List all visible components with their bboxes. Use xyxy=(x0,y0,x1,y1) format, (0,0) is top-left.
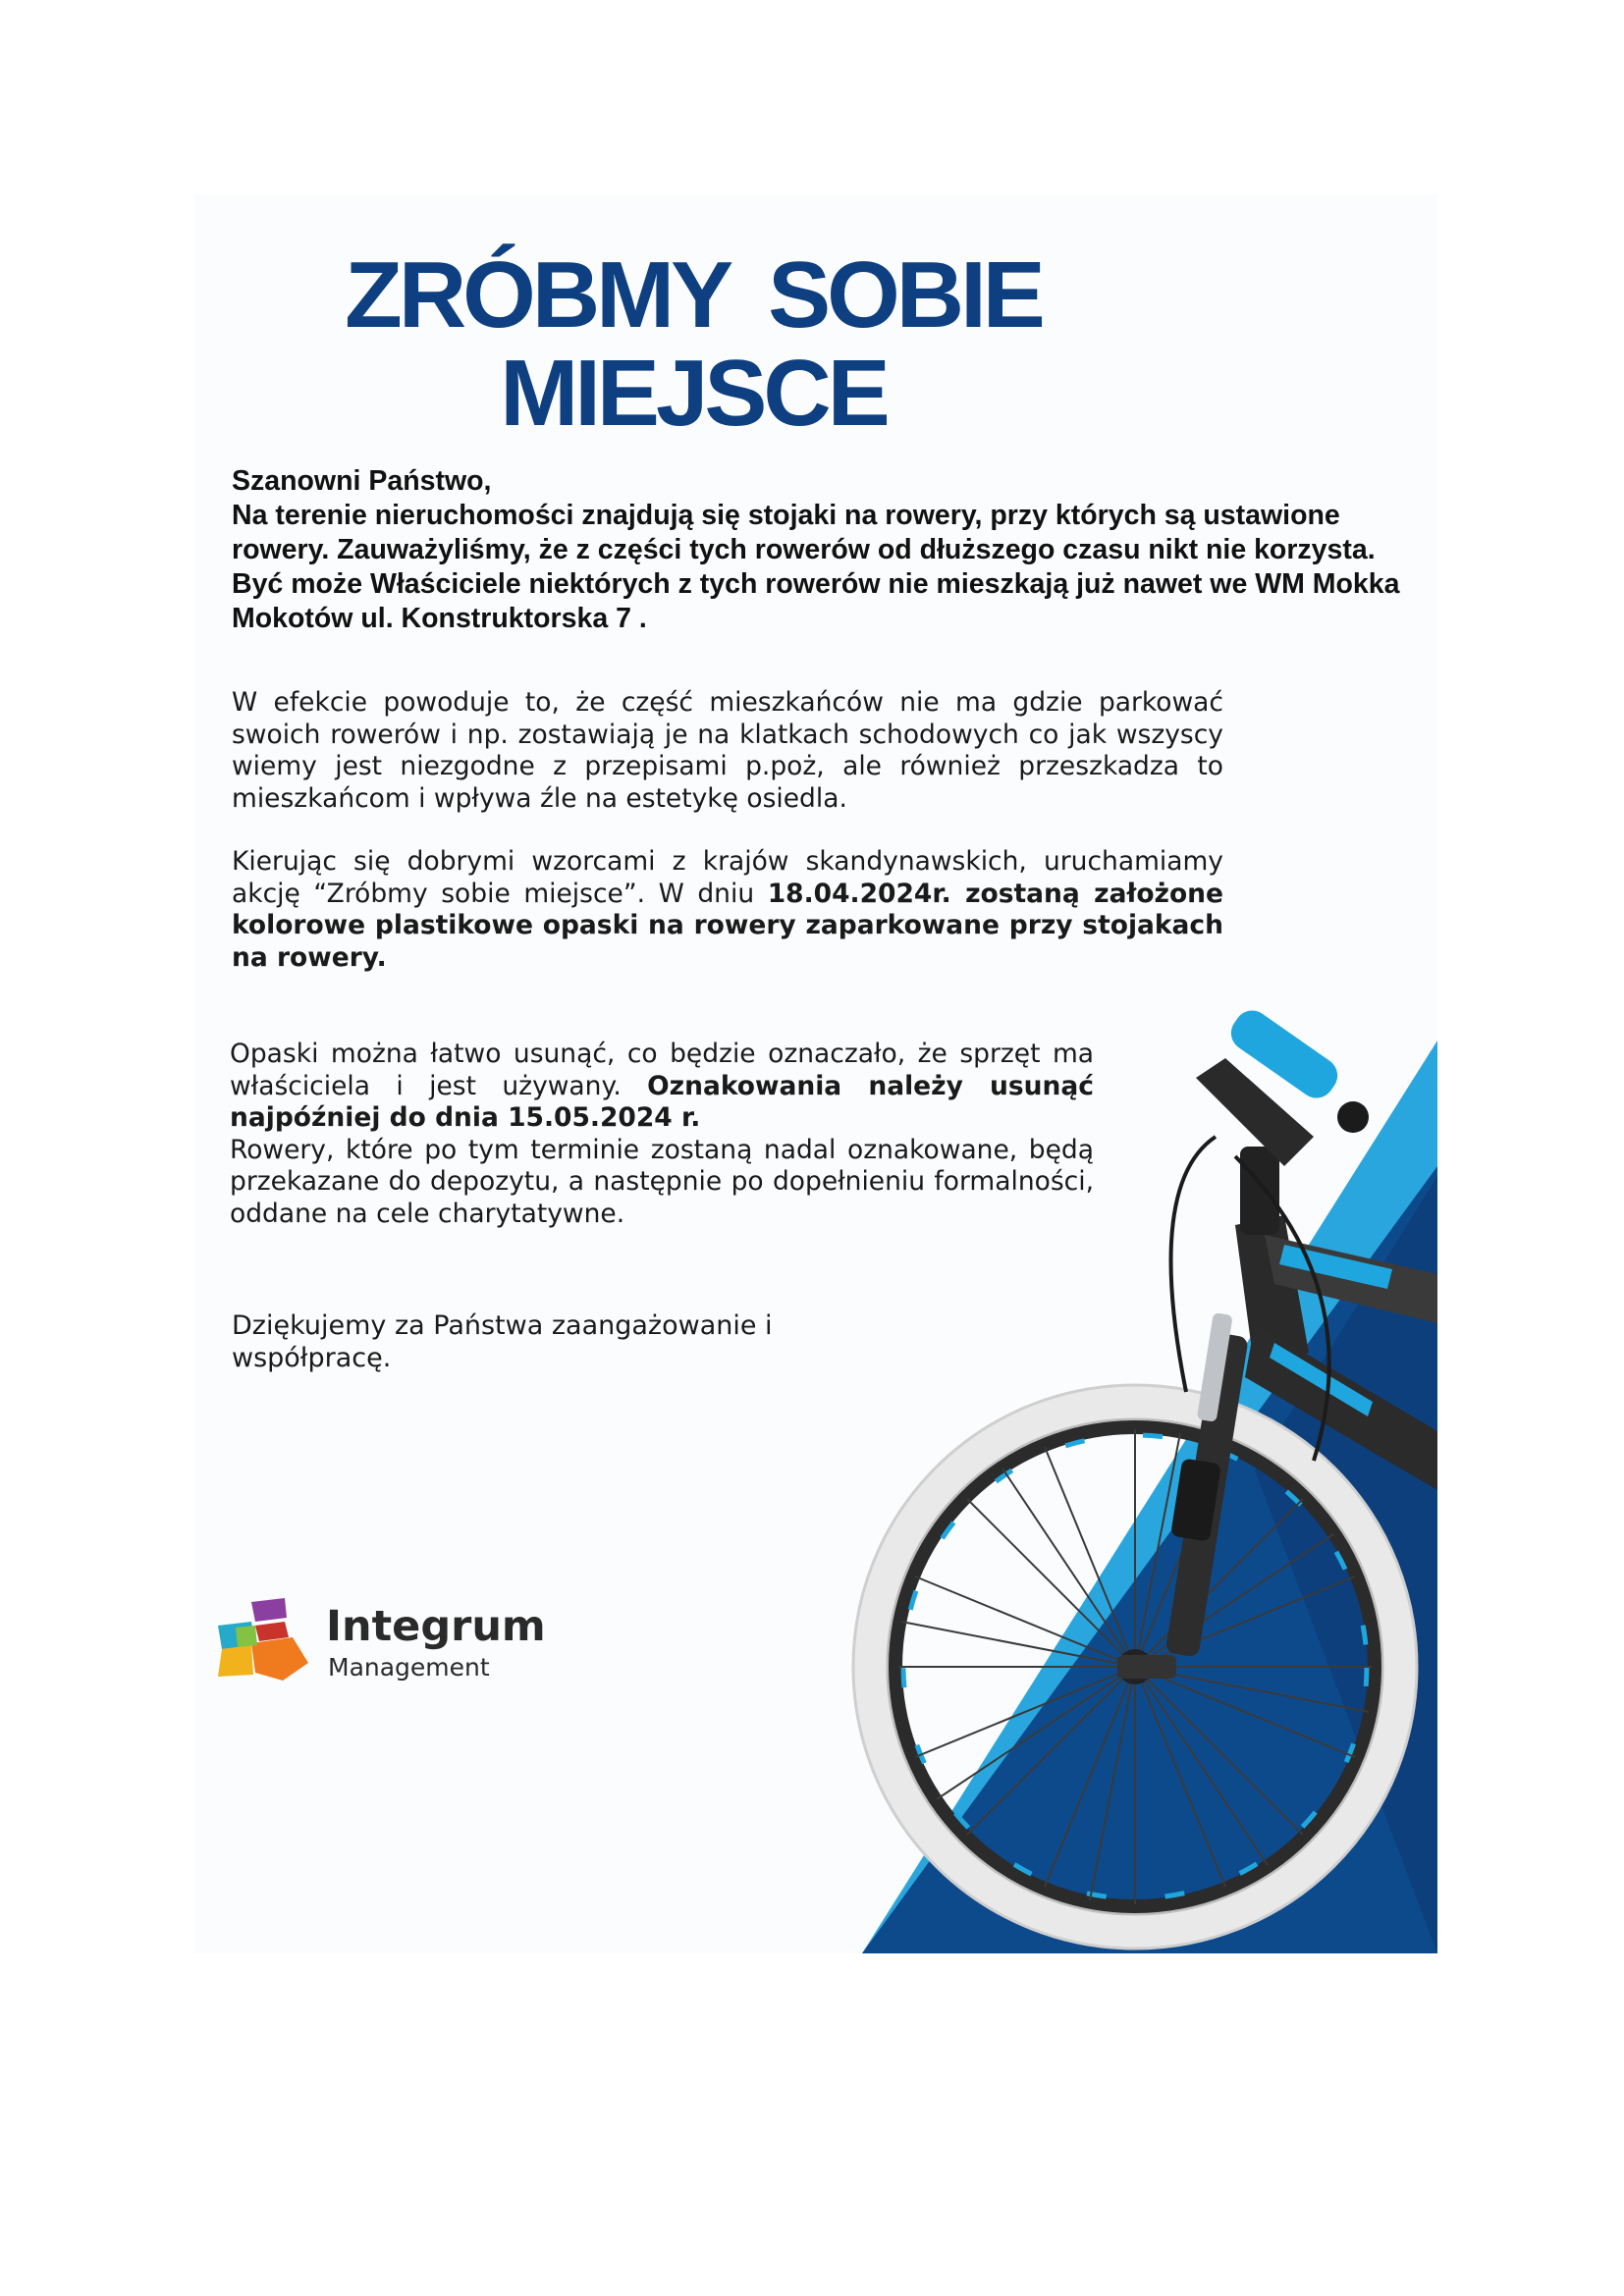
removal-paragraph xyxy=(230,1039,1094,1230)
logo-mark-icon xyxy=(212,1598,320,1686)
title-line-2: MIEJSCE xyxy=(500,341,887,446)
action-date-text: 18.04.2024r. zostaną założone kolorowe plastikowe opaski na rowery zaparkowane przy stojakach na rowery. xyxy=(232,878,1223,973)
title-line-1: ZRÓBMY SOBIE xyxy=(345,242,1042,347)
greeting: Szanowni Państwo, xyxy=(232,465,492,497)
removal-consequence: Rowery, które po tym terminie zostaną nadal oznakowane, będą przekazane do depozytu, a następnie po dopełnieniu formalności, oddane na cele charytatywne. xyxy=(230,1134,1094,1229)
thanks-text: Dziękujemy za Państwa zaangażowanie i współpracę. xyxy=(232,1310,773,1373)
logo-subtitle: Management xyxy=(328,1653,490,1682)
logo-name: Integrum xyxy=(326,1602,546,1651)
action-text: Kierując się dobrymi wzorcami z krajów skandynawskich, uruchamiamy akcję “Zróbmy sobie miejsce”. W dniu xyxy=(232,846,1223,909)
intro-block xyxy=(232,464,1410,636)
integrum-logo xyxy=(212,1598,546,1686)
effect-paragraph: W efekcie powoduje to, że część mieszkańców nie ma gdzie parkować swoich rowerów i np. zostawiają je na klatkach schodowych co jak wszyscy wiemy jest niezgodne z przepisami p.poż, ale również przeszkadza to mieszkańcom i wpływa źle na estetykę osiedla. xyxy=(232,687,1223,814)
poster xyxy=(194,194,1437,1953)
intro-paragraph-1: Na terenie nieruchomości znajdują się stojaki na rowery, przy których są ustawione rowery. Zauważyliśmy, że z części tych rowerów od dłuższego czasu nikt nie korzysta. xyxy=(232,500,1376,565)
removal-text: Opaski można łatwo usunąć, co będzie oznaczało, że sprzęt ma właściciela i jest używany. xyxy=(230,1039,1094,1101)
intro-paragraph-2: Być może Właściciele niektórych z tych rowerów nie mieszkają już nawet we WM Mokka Mokotów ul. Konstruktorska 7 . xyxy=(232,568,1400,634)
action-paragraph xyxy=(232,846,1223,974)
removal-deadline: Oznakowania należy usunąć najpóźniej do dnia 15.05.2024 r. xyxy=(230,1070,1094,1133)
